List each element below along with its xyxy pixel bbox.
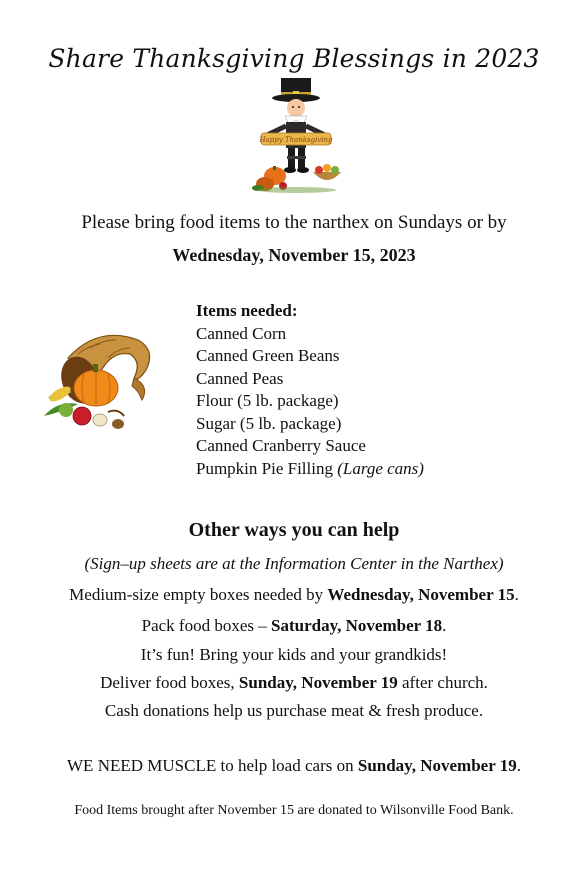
muscle-text: WE NEED MUSCLE to help load cars on xyxy=(67,756,358,775)
footer-note: Food Items brought after November 15 are donated to Wilsonville Food Bank. xyxy=(74,803,514,818)
deliver-line xyxy=(0,673,588,693)
deliver-date: Sunday, November 19 xyxy=(238,673,398,692)
deliver-end: after church. xyxy=(397,673,488,692)
cash-line: Cash donations help us purchase meat & fresh produce. xyxy=(104,701,484,720)
list-item xyxy=(196,458,424,481)
pack-end: . xyxy=(442,616,447,635)
bring-instructions: Please bring food items to the narthex on Sundays or by xyxy=(81,212,507,233)
list-item: Flour (5 lb. package) xyxy=(196,391,339,410)
list-item: Canned Corn xyxy=(196,323,287,343)
banner-text: Happy Thanksgiving xyxy=(259,136,333,144)
page-title: Share Thanksgiving Blessings in 2023 xyxy=(48,44,540,73)
other-ways-heading: Other ways you can help xyxy=(188,519,400,541)
pack-text: Pack food boxes – xyxy=(141,616,271,635)
pack-date: Saturday, November 18 xyxy=(271,616,443,635)
pack-line xyxy=(0,616,588,636)
boxes-date: Wednesday, November 15 xyxy=(327,585,515,604)
items-needed-list xyxy=(196,300,424,480)
pilgrim-illustration xyxy=(243,76,349,196)
boxes-text: Medium-size empty boxes needed by xyxy=(69,585,328,604)
list-item: Canned Peas xyxy=(196,368,284,388)
muscle-date: Sunday, November 19 xyxy=(357,756,517,775)
boxes-line xyxy=(0,585,588,605)
deadline-date: Wednesday, November 15, 2023 xyxy=(172,245,416,265)
deliver-text: Deliver food boxes, xyxy=(100,673,239,692)
muscle-end: . xyxy=(516,756,521,775)
fun-line: It’s fun! Bring your kids and your grandkids! xyxy=(140,645,448,664)
list-item: Canned Green Beans xyxy=(196,346,340,365)
list-item-text: Pumpkin Pie Filling xyxy=(196,458,338,478)
boxes-end: . xyxy=(514,585,519,604)
items-header: Items needed: xyxy=(196,301,298,320)
muscle-line xyxy=(0,756,588,776)
list-item-note: (Large cans) xyxy=(337,458,424,478)
list-item: Canned Cranberry Sauce xyxy=(196,436,366,455)
signup-note: (Sign–up sheets are at the Information Center in the Narthex) xyxy=(84,554,504,573)
list-item: Sugar (5 lb. package) xyxy=(196,413,342,433)
cornucopia-illustration xyxy=(38,320,156,435)
